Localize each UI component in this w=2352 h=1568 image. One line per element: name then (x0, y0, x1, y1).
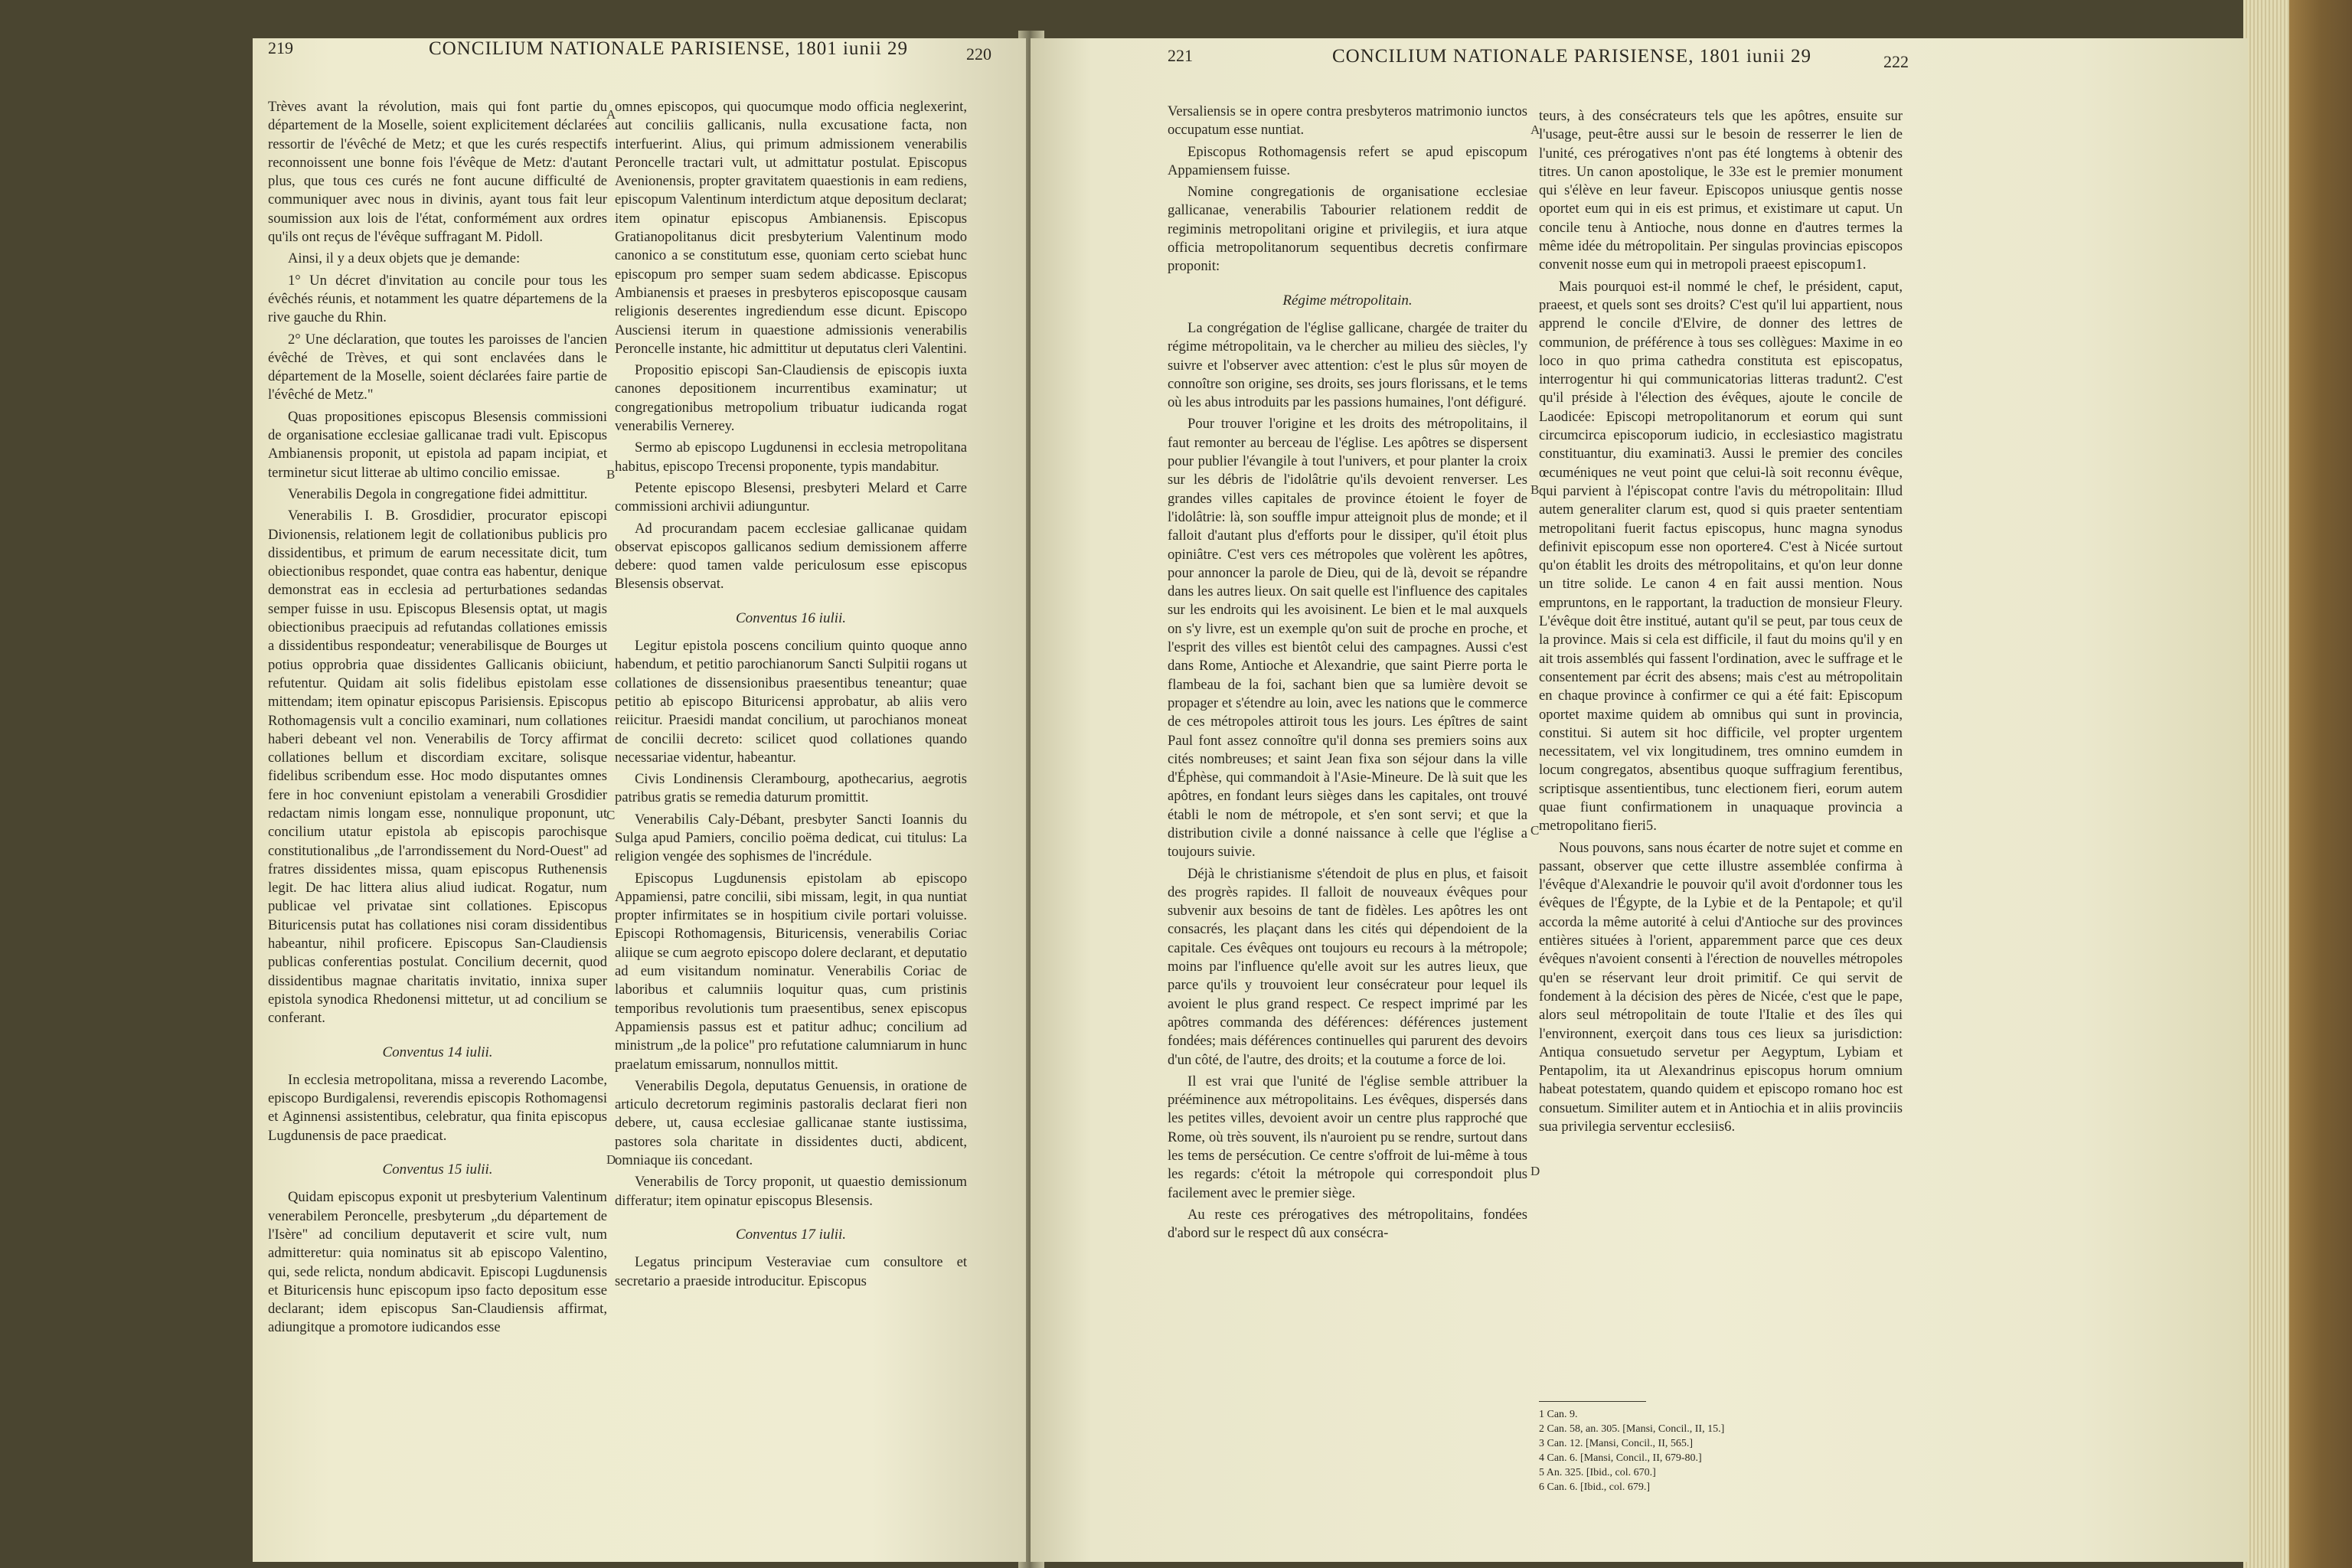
margin-letter-b: B (606, 467, 616, 482)
section-heading: Conventus 15 iulii. (382, 1161, 493, 1178)
footnote: 3 Can. 12. [Mansi, Concil., II, 565.] (1539, 1438, 1694, 1449)
footnote: 4 Can. 6. [Mansi, Concil., II, 679-80.] (1539, 1452, 1702, 1464)
paragraph: Propositio episcopi San-Claudiensis de episcopis iuxta canones depositionem incurrentibus examinatur; ut congregationibus metropolium tribuatur iudicanda rogat venerabilis Vernerey. (615, 362, 967, 435)
paragraph: Nous pouvons, sans nous écarter de notre sujet et comme en passant, observer que cette illustre assemblée confirma à l'évêque d'Alexandrie le pouvoir qu'il avoit d'ordonner tous les évêques de l'Égypte, de la Lybie et de la Pentapole; et qu'il accorda la même autorité à celui d'Antioche sur des provinces entières situées à l'orient, apparemment parce que ces deux évêques n'avoient consenti à l'érection de nouvelles métropoles qu'en se réservant leur droit primitif. Ce qui servit de fondement à la décision des pères de Nicée, c'est que le pape, alors seul métropolitain de toute l'Italie et des îles qui l'environnent, exerçoit dans tous ces lieux sa jurisdiction: Antiqua consuetudo servetur per Aegyptum, Lybiam et Pentapolim, ita ut Alexandrinus episcopus horum omnium habeat potestatem, quando quidem et episcopo romano hoc est consuetum. Similiter autem et in Antiochia et in aliis provinciis sua privilegia serventur ecclesiis6. (1539, 839, 1903, 1135)
paragraph: Pour trouver l'origine et les droits des métropolitains, il faut remonter au berceau de l'église. Les apôtres se dispersent pour publier l'évangile à tout l'univers, et pour planter la croix sur les débris de l'idolâtrie qu'ils devoient renverser. Les grandes villes capitales de province étoient le foyer de l'idolâtrie: là, son souffle impur atteignoit plus de monde; et il falloit d'autant plus d'efforts pour le dissiper, qu'il étoit plus opiniâtre. C'est vers ces métropoles que volèrent les apôtres, pour annoncer la parole de Dieu, qui de là, devoit se répandre dans les autres lieux. On sait quelle est l'influence des capitales sur les endroits qui les avoisinent. Le bien et le mal auxquels on s'y livre, est un exemple qu'on suit de proche en proche, et l'esprit des villes est bientôt celui des campagnes. Aussi c'est dans Rome, Antioche et Alexandrie, que saint Pierre porta le flambeau de la foi, sachant bien que sa lumière devoit se propager et s'étendre au loin, avec les nations que le commerce de ces métropoles attiroit tous les jours. Les épîtres de saint Paul font assez connoître qu'il donna ses premiers soins aux cités nombreuses; et saint Jean fixa son séjour dans la ville d'Éphèse, qui commandoit à l'Asie-Mineure. De là suit que les apôtres, en fondant leurs sièges dans les capitales, ont trouvé établi le nom de métropole, et s'en sont servi; et que la distribution civile a donné naissance à celle que l'église a toujours suivie. (1168, 416, 1527, 861)
footnotes (1539, 1407, 1906, 1494)
footnote: 1 Can. 9. (1539, 1409, 1578, 1420)
book-cover (2289, 0, 2352, 1568)
footnote: 6 Can. 6. [Ibid., col. 679.] (1539, 1481, 1651, 1493)
paragraph: Venerabilis de Torcy proponit, ut quaestio demissionum differatur; item opinatur episcopus Blesensis. (615, 1174, 967, 1209)
section-heading: Conventus 16 iulii. (735, 609, 847, 626)
margin-letter-c: C (606, 808, 616, 822)
paragraph: Episcopus Lugdunensis epistolam ab episcopo Appamiensi, patre concilii, sibi missam, legit, in qua nuntiat propter infirmitates se in hospitium civile portari voluisse. Episcopi Rothomagensis, Bituricensis, venerabilis Coriac aliique se cum aegroto episcopo dolere declarant, et deputatio ad eum visitandum nominatur. Venerabilis Coriac de laboribus et calumniis loquitur quas, cum pristinis temporibus revolutionis tum praesentibus, senex episcopus Appamiensis passus est et patitur adhuc; concilium ad ministrum „de la police" pro refutatione calumniarum in hunc praelatum emissarum, nonnullos mittit. (615, 870, 967, 1073)
paragraph: Sermo ab episcopo Lugdunensi in ecclesia metropolitana habitus, episcopo Trecensi proponente, typis mandabitur. (615, 439, 967, 475)
margin-letter-a-right: A (1530, 122, 1540, 137)
running-head-right: CONCILIUM NATIONALE PARISIENSE, 1801 iunii 29 (1332, 46, 1812, 67)
margin-letter-c-right: C (1530, 823, 1540, 838)
paragraph: Civis Londinensis Clerambourg, apothecarius, aegrotis patribus gratis se remedia daturum promittit. (615, 771, 967, 806)
footnote: 2 Can. 58, an. 305. [Mansi, Concil., II, 15.] (1539, 1423, 1725, 1435)
margin-letter-b-right: B (1530, 482, 1540, 497)
paragraph: La congrégation de l'église gallicane, chargée de traiter du régime métropolitain, va le chercher au milieu des siècles, l'y suivre et l'observer avec attention: c'est le plus sûr moyen de connoître son origine, ses droits, ses jours florissans, et le tems où les abus introduits par les passions humaines, l'ont défiguré. (1168, 319, 1527, 411)
paragraph: teurs, à des consécrateurs tels que les apôtres, ensuite sur l'usage, peut-être aussi sur le besoin de resserrer le lien de l'unité, ces prérogatives n'ont pas été longtems à obtenir des titres. Un canon apostolique, le 33e est le premier monument qui s'élève en leur faveur. Episcopos uniusque gentis nosse oportet eum qui in eis est primus, et existimare ut caput. Un concile tenu à Antioche, nous donne en d'autres termes la même idée du métropolitain. Per singulas provincias episcopos convenit nosse eum qui in metropoli praeest episcopum1. (1539, 108, 1903, 273)
paragraph: Episcopus Rothomagensis refert se apud episcopum Appamiensem fuisse. (1168, 143, 1527, 178)
paragraph: Il est vrai que l'unité de l'église semble attribuer la prééminence aux métropolitains. Les évêques, dispersés dans les petites villes, devoient avoir un centre plus rapproché que Rome, où très souvent, ils n'auroient pu se rendre, surtout dans les tems de persécution. Ce centre s'offroit de lui-même à tous les regards: c'étoit la métropole qui correspondoit plus facilement avec le premier siège. (1168, 1073, 1527, 1201)
paragraph: Quidam episcopus exponit ut presbyterium Valentinum venerabilem Peroncelle, presbyterum „du département de l'Isère" ad concilium deputaverit et scire vult, num admitteretur: quia nominatus sit ab episcopo Valentino, qui, sede relicta, nondum abdicavit. Episcopi Lugdunensis et Bituricensis hunc episcopum ipso facto depositum esse declarant; idem episcopus San-Claudiensis affirmat, adiungitque a promotore iudicandos esse (268, 1189, 607, 1336)
page-number-221: 221 (1168, 46, 1193, 65)
page-number-222: 222 (1883, 52, 1909, 71)
left-page-column-a (268, 98, 607, 1341)
running-head-left: CONCILIUM NATIONALE PARISIENSE, 1801 iunii 29 (429, 38, 909, 59)
paragraph: Venerabilis Degola in congregatione fidei admittitur. (288, 485, 588, 502)
margin-letter-d-right: D (1530, 1164, 1540, 1178)
paragraph: Legitur epistola poscens concilium quinto quoque anno habendum, et petitio parochianorum Sancti Sulpitii rogans ut collationes de dissensionibus praesentibus teneantur; quae petitio ab episcopo Bituricensi approbatur, ab aliis vero reiicitur. Praesidi mandat concilium, ut parochianos moneat de concilii decreto: scilicet quod collationes quando necessariae videntur, habeantur. (615, 638, 967, 766)
footnote-rule (1539, 1401, 1646, 1402)
paragraph: Au reste ces prérogatives des métropolitains, fondées d'abord sur le respect dû aux consécra- (1168, 1206, 1527, 1242)
page-number-220: 220 (966, 44, 991, 64)
paragraph: Mais pourquoi est-il nommé le chef, le président, caput, praeest, et quels sont ses droits? C'est qu'il lui appartient, nous apprend le concile d'Elvire, de donner des lettres de communion, de préférence à tous ses collègues: Maxime in eo loco in quo prima cathedra constituta est episcopatus, interrogentur hi qui communicatorias litteras tradunt2. C'est qu'il préside à l'élection des évêques, ajoute le concile de Laodicée: Episcopi metropolitanorum et eorum qui sunt circumcirca episcoporum iudicio, in ecclesiastico magistratu constituantur, diu examinati3. Aussi le premier des conciles œcuméniques ne veut point que celui-là soit reconnu évêque, qui parvient à l'épiscopat contre l'avis du métropolitain: Illud autem generaliter clarum est, quod si quis praeter sententiam metropolitani fuerit factus episcopus, hunc magna synodus definivit episcopum esse non oportere4. C'est à Nicée surtout qu'on établit les droits des métropolitains, et qu'on leur donne un titre solide. Le canon 4 en fait aussi mention. Nous empruntons, en le rapportant, la traduction de monsieur Fleury. L'évêque doit être institué, autant qu'il se peut, par tous ceux de la province. Mais si cela est difficile, il faut du moins qu'il y en ait trois assemblés qui fassent l'ordination, avec le suffrage et le consentement par écrit des absens; mais c'est au métropolitain en chaque province à confirmer ce qui a été fait: Episcopum oportet maxime quidem ab omnibus qui sunt in provincia, constitui. Si autem sit hoc difficile, vel propter urgentem necessitatem, vel vix longitudinem, tres omnino eumdem in locum congregatos, absentibus quoque suffragium ferentibus, scriptisque assentientibus, tunc electionem fieri, eorum autem quae fiunt confirmationem in unaquaque provincia a metropolitano fieri5. (1539, 278, 1903, 835)
paragraph: Venerabilis Caly-Débant, presbyter Sancti Ioannis du Sulga apud Pamiers, concilio poëma dedicat, cui titulus: La religion vengée des sophismes de l'incrédule. (615, 811, 967, 865)
left-page-column-b (615, 98, 967, 1294)
right-page-column-a (1168, 103, 1527, 1246)
paragraph: 2° Une déclaration, que toutes les paroisses de l'ancien évêché de Trèves, et qui sont enclavées dans le département de la Moselle, soient déclarées faire partie de l'évêché de Metz." (268, 331, 607, 403)
paragraph: Ainsi, il y a deux objets que je demande: (288, 250, 521, 267)
paragraph: Legatus principum Vesteraviae cum consultore et secretario a praeside introducitur. Episcopus (615, 1254, 967, 1289)
section-heading: Conventus 17 iulii. (735, 1226, 847, 1243)
margin-letter-d: D (606, 1152, 616, 1167)
paragraph: Petente episcopo Blesensi, presbyteri Melard et Carre commissioni archivii adiunguntur. (615, 479, 967, 515)
right-page-column-b (1539, 107, 1903, 1139)
section-heading: Régime métropolitain. (1282, 292, 1413, 309)
paragraph: omnes episcopos, qui quocumque modo officia neglexerint, aut conciliis gallicanis, nulla excusatione facta, non interfuerint. Alius, qui primum admissionem venerabilis Peroncelle tractari vult, ut admittatur postulat. Episcopus Avenionensis, propter gravitatem quaestionis in eam rediens, episcopum Valentinum interdictum atque depositum declarat; item opinatur episcopus Ambianensis. Episcopus Gratianopolitanus dicit presbyterium Valentinum modo canonico a se constitutum esse, quoniam certo sciebat hunc episcopum pro semper suam sedem abdicasse. Episcopus Ambianensis et praeses in presbyteros episcoposque causam religionis deserentes ingrediendum esse dicunt. Episcopo Ausciensi iterum in quaestione admissionis venerabilis Peroncelle instante, hic admittitur ut deputatus cleri Valentini. (615, 99, 967, 357)
paragraph: Trèves avant la révolution, mais qui font partie du département de la Moselle, soient explicitement déclarées ressortir de l'évêché de Metz; et que les curés respectifs reconnoissent une bonne fois l'évêque de Metz: d'autant plus, que tous ces curés ne font aucune difficulté de communiquer avec nous in divinis, ayant tous fait leur soumission aux lois de l'état, conformément aux ordres qu'ils ont reçus de l'évêque suffragant M. Pidoll. (268, 99, 607, 246)
paragraph: Déjà le christianisme s'étendoit de plus en plus, et faisoit des progrès rapides. Il falloit de nouveaux évêques pour subvenir aux besoins de tant de fidèles. Les apôtres les ont consacrés, les plaçant dans les cités qui dépendoient de la capitale. Ces évêques ont toujours eu recours à la métropole; moins par l'influence qu'elle avoit sur les autres lieux, que parce qu'ils y trouvoient leur consécrateur pour lequel ils avoient le plus grand respect. Ce respect imprimé par les apôtres commanda des déférences: déférences justement fondées; mais déférences continuelles qui parurent des devoirs d'un côté, de l'autre, des droits; et la coutume a force de loi. (1168, 865, 1527, 1068)
paragraph: Versaliensis se in opere contra presbyteros matrimonio iunctos occupatum esse nuntiat. (1168, 103, 1527, 139)
paragraph: Venerabilis Degola, deputatus Genuensis, in oratione de articulo decretorum regiminis pastoralis declarat fieri non debere, ut, causa ecclesiae gallicanae stante iustissima, pastores sola charitate in dissidentes ducti, abdicent, omniaque iis concedant. (615, 1077, 967, 1169)
paragraph: In ecclesia metropolitana, missa a reverendo Lacombe, episcopo Burdigalensi, reverendis episcopis Rothomagensi et Aginnensi assistentibus, celebratur, qua finita episcopus Lugdunensis de pace praedicat. (268, 1071, 607, 1144)
paragraph: Quas propositiones episcopus Blesensis commissioni de organisatione ecclesiae gallicanae tradi vult. Episcopus Ambianensis proponit, ut epistola ad papam incipiat, et terminetur sicut litterae ab ultimo concilio emissae. (268, 408, 607, 481)
footnote: 5 An. 325. [Ibid., col. 670.] (1539, 1467, 1656, 1478)
margin-letter-a: A (606, 107, 616, 122)
paragraph: Ad procurandam pacem ecclesiae gallicanae quidam observat episcopos gallicanos sedium demissionem afferre debere: quod tamen valde periculosum esse episcopus Blesensis observat. (615, 520, 967, 593)
paragraph: 1° Un décret d'invitation au concile pour tous les évêchés réunis, et notamment les quatre départemens de la rive gauche du Rhin. (268, 272, 607, 326)
section-heading: Conventus 14 iulii. (382, 1044, 493, 1060)
page-number-219: 219 (268, 38, 293, 57)
paragraph: Nomine congregationis de organisatione ecclesiae gallicanae, venerabilis Tabourier relationem reddit de regiminis metropolitani origine et privilegiis, et iura atque officia metropolitanorum sequentibus decretis confirmare proponit: (1168, 184, 1527, 275)
paragraph: Venerabilis I. B. Grosdidier, procurator episcopi Divionensis, relationem legit de collationibus publicis pro dissidentibus, et primum de earum necessitate dicit, tum obiectionibus respondet, quae contra eas habentur, denique demonstrat eas in ecclesia ad perturbationes sedandas semper fuisse in usu. Episcopus Blesensis optat, ut magis obiectionibus praecipuis ad refutandas collationes emissis a dissidentibus respondeatur; venerabilisque de Bourges ut potius opprobria quae dissidentes Gallicanis obiiciunt, refutentur. Quidam ait solis fidelibus epistolam esse mittendam; item opinatur episcopus Parisiensis. Episcopus Rothomagensis vult a concilio examinari, num collationes haberi debeant vel non. Venerabilis de Torcy affirmat collationes bellum et discordiam excitare, solisque fidelibus scribendum esse. Hoc modo disputantes omnes fere in hoc conveniunt epistolam a venerabili Grosdidier redactam nimis longam esse, nonnulique proponunt, ut concilium utatur epistola ab episcopis parochisque constitutionalibus „de l'arrondissement du Nord-Ouest" ad fratres dissidentes missa, quam episcopus Ruthenensis legit. De hac littera alius aliud iudicat. Rogatur, num publicae vel privatae sint collationes. Episcopus Bituricensis putat has collationes nisi coram dissidentibus habeantur, nihil proficere. Episcopus San-Claudiensis publicas conferentias postulat. Concilium decernit, quod dissidentibus magnae charitatis invitatio, innixa super epistola synodica Rhedonensi mittetur, ut ad concilium se conferant. (268, 508, 607, 1027)
